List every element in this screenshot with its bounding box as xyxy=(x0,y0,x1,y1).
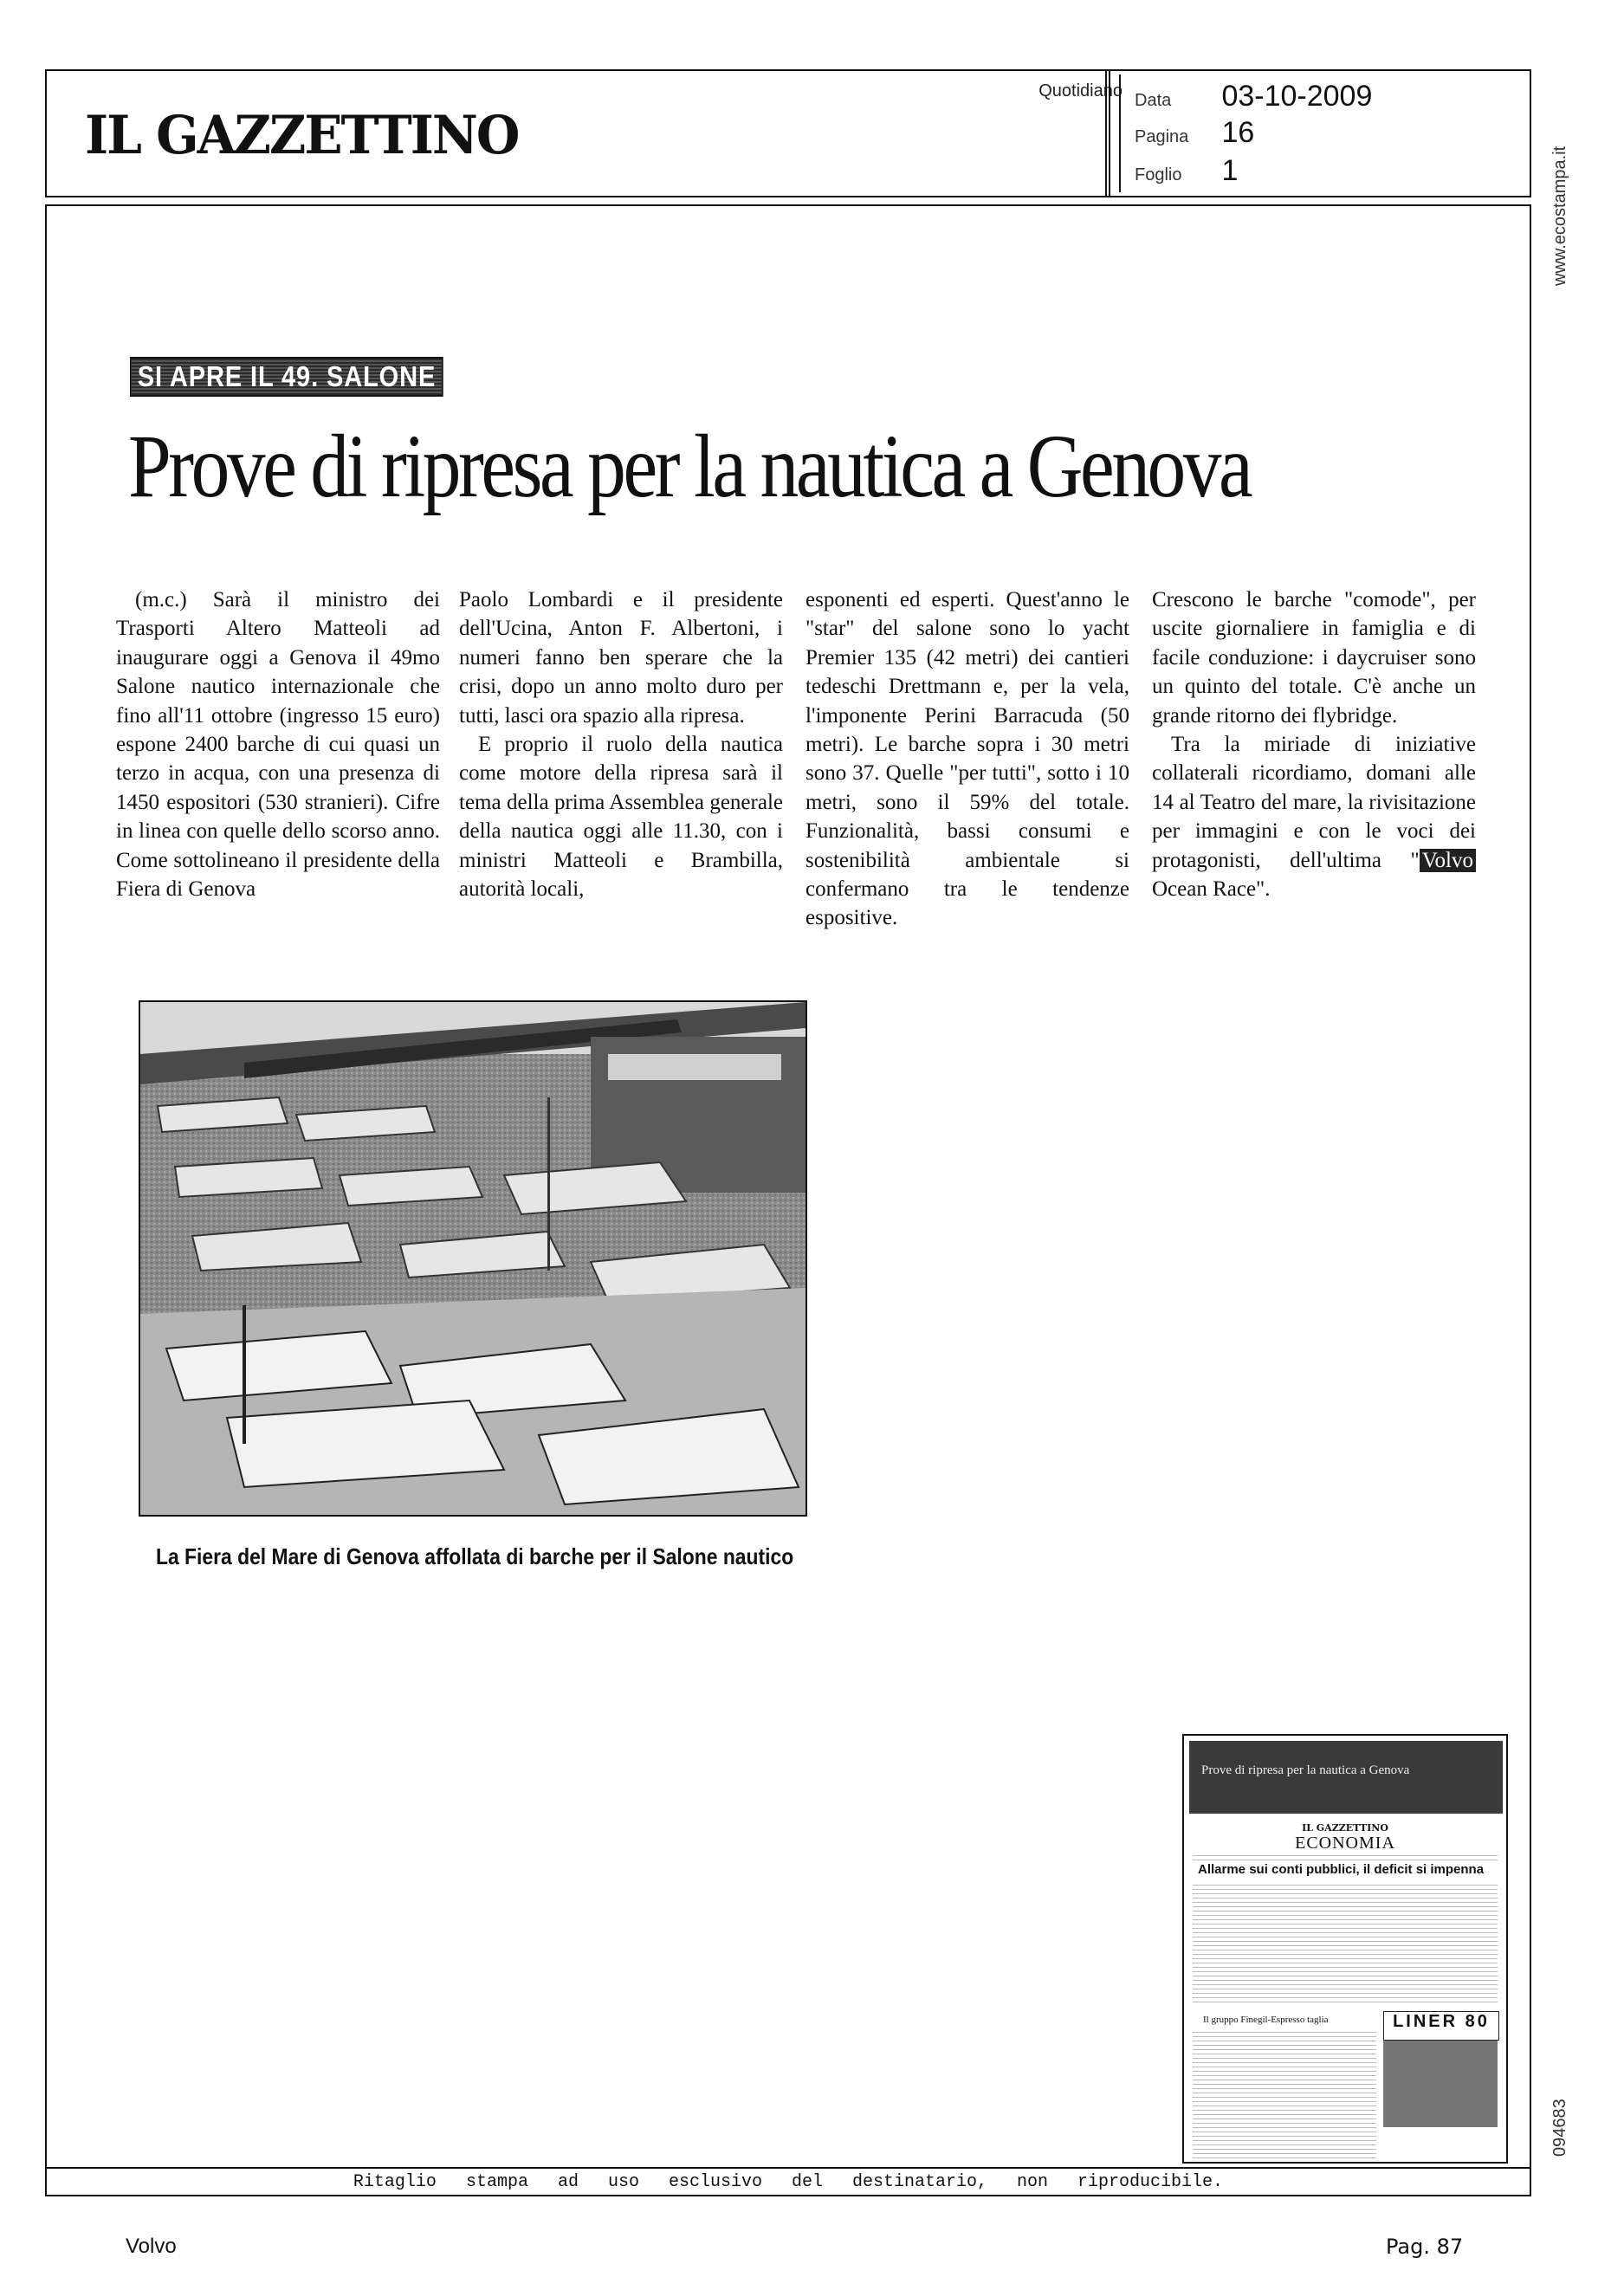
date-label: Data xyxy=(1135,91,1172,110)
article-paragraph: E proprio il ruolo della nautica come motore della ripresa sarà il tema della prima Assemblea generale della nautica oggi alle 11.30, con i ministri Matteoli e Brambilla, autorità locali, xyxy=(459,733,783,902)
thumbnail-text-lines xyxy=(1193,2028,1376,2158)
thumbnail-text-lines xyxy=(1193,1881,1498,2002)
article-paragraph: Crescono le barche "comode", per uscite giornaliere in famiglia e di facile conduzione: i daycruiser sono un quinto del totale. C'è anche un grande ritorno dei flybridge. xyxy=(1152,588,1476,728)
meta-box xyxy=(1105,71,1531,196)
side-url: www.ecostampa.it xyxy=(1550,146,1569,286)
sheet-value: 1 xyxy=(1221,154,1239,187)
highlighted-keyword: Volvo xyxy=(1420,849,1476,872)
thumbnail-article-block xyxy=(1189,1741,1503,1814)
harbor-photo-graphic xyxy=(140,1002,806,1515)
thumbnail-subtitle: Il gruppo Finegil-Espresso taglia xyxy=(1203,2015,1329,2025)
thumbnail-masthead: IL GAZZETTINO xyxy=(1302,1822,1388,1834)
page-value: 16 xyxy=(1221,116,1255,149)
article-column-2 xyxy=(459,585,783,903)
paragraph-text: Ocean Race". xyxy=(1152,877,1271,902)
article-headline: Prove di ripresa per la nautica a Genova xyxy=(128,417,1251,516)
thumbnail-title: Allarme sui conti pubblici, il deficit si impenna xyxy=(1198,1862,1485,1877)
paragraph-text: Tra la miriade di iniziative collaterali ricordiamo, domani alle 14 al Teatro del mare, la rivisitazione per immagini e con le voci dei protagonisti, dell'ultima " xyxy=(1152,733,1476,872)
article-kicker: SI APRE IL 49. SALONE xyxy=(130,357,443,397)
date-value: 03-10-2009 xyxy=(1221,80,1373,113)
thumbnail-ad: LINER 80 xyxy=(1383,2011,1499,2041)
date-row xyxy=(1135,80,1372,113)
client-name: Volvo xyxy=(126,2235,177,2258)
thumbnail-ad-image xyxy=(1383,2041,1498,2127)
footer-rule xyxy=(45,2167,1531,2169)
photo-caption: La Fiera del Mare di Genova affollata di barche per il Salone nautico xyxy=(156,1543,794,1569)
thumbnail-text-lines xyxy=(1193,1853,1498,1860)
page-label: Pagina xyxy=(1135,127,1189,146)
masthead: IL GAZZETTINO xyxy=(85,104,519,166)
disclaimer: Ritaglio stampa ad uso esclusivo del destinatario, non riproducibile. xyxy=(353,2172,1224,2192)
meta-inner xyxy=(1119,74,1528,192)
publication-type: Quotidiano xyxy=(1038,81,1123,100)
side-code: 094683 xyxy=(1550,2099,1569,2157)
harbor-photo xyxy=(139,1000,807,1517)
article-column-3 xyxy=(806,585,1129,933)
article-paragraph: esponenti ed esperti. Quest'anno le "star" del salone sono lo yacht Premier 135 (42 metri) dei cantieri tedeschi Drettmann e, per la vela, l'imponente Perini Barracuda (50 metri). Le barche sopra i 30 metri sono 37. Quelle "per tutti", sotto i 10 metri, sono il 59% del totale. Funzionalità, bassi consumi e sostenibilità ambientale si confermano tra le tendenze espositive. xyxy=(806,588,1129,930)
header-box xyxy=(45,69,1531,197)
page-thumbnail xyxy=(1182,1734,1508,2164)
article-paragraph: (m.c.) Sarà il ministro dei Trasporti Altero Matteoli ad inaugurare oggi a Genova il 49mo Salone nautico internazionale che fino all'11 ottobre (ingresso 15 euro) espone 2400 barche di cui quasi un terzo in acqua, con una presenza di 1450 espositori (530 stranieri). Cifre in linea con quelle dello scorso anno. Come sottolineano il presidente della Fiera di Genova xyxy=(116,588,440,902)
article-column-1 xyxy=(116,585,440,903)
article-paragraph xyxy=(1152,730,1476,903)
sheet-row xyxy=(1135,154,1238,188)
article-column-4 xyxy=(1152,585,1476,903)
page-row xyxy=(1135,116,1254,150)
thumbnail-headline: Prove di ripresa per la nautica a Genova xyxy=(1201,1763,1410,1777)
thumbnail-section: ECONOMIA xyxy=(1295,1834,1395,1853)
page-number: Pag. 87 xyxy=(1386,2235,1464,2259)
sheet-label: Foglio xyxy=(1135,165,1182,184)
article-paragraph: Paolo Lombardi e il presidente dell'Ucina, Anton F. Albertoni, i numeri fanno ben sperare che la crisi, dopo un anno molto duro per tutti, lasci ora spazio alla ripresa. xyxy=(459,588,783,728)
